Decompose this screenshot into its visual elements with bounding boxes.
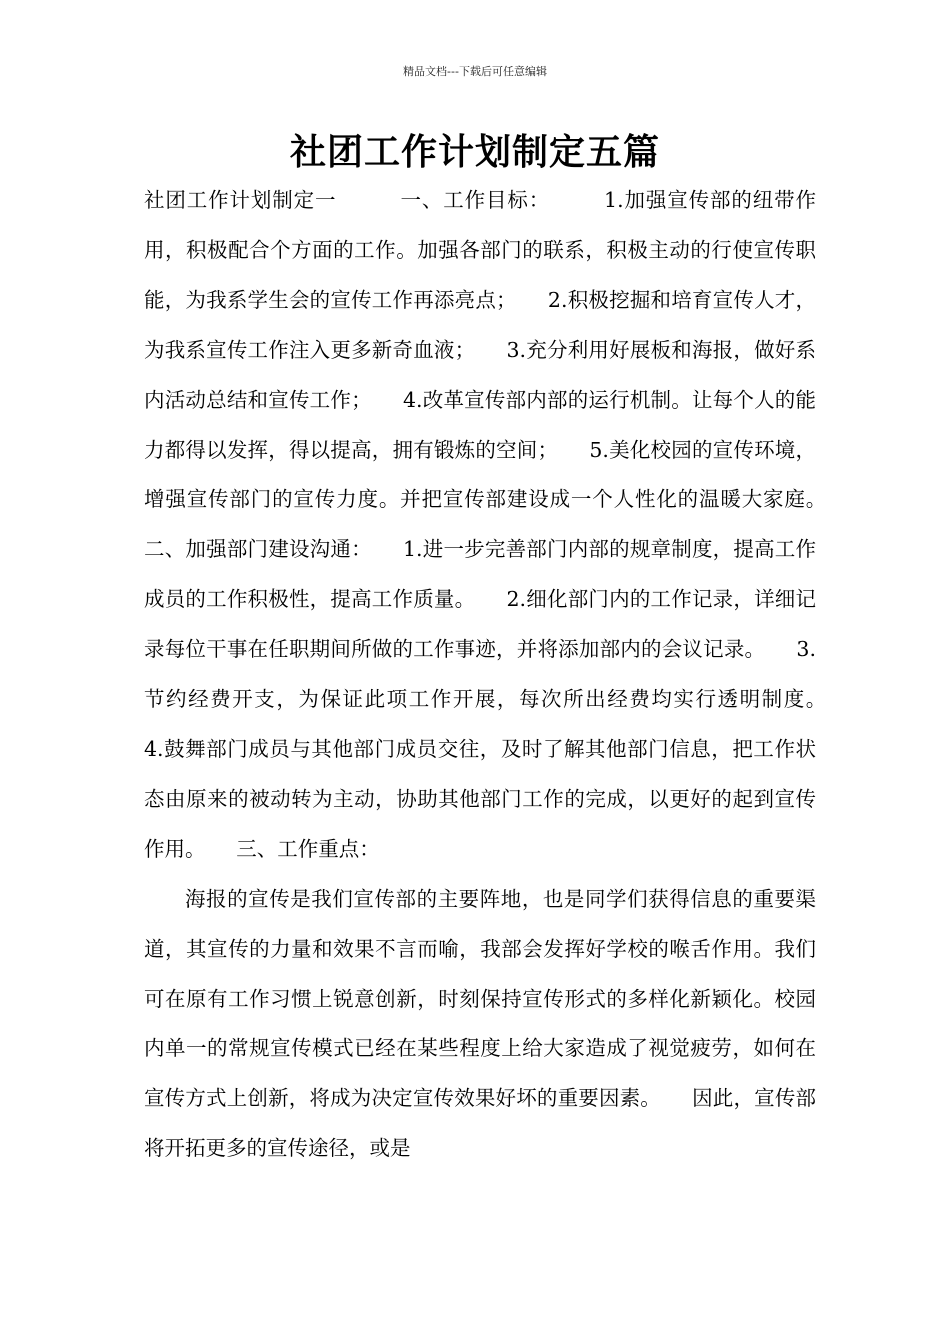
body-paragraph-2: 海报的宣传是我们宣传部的主要阵地，也是同学们获得信息的重要渠道，其宣传的力量和效果不言而喻，我部会发挥好学校的喉舌作用。我们可在原有工作习惯上锐意创新，时刻保持宣传形式的多样化新颖化。校园内单一的常规宣传模式已经在某些程度上给大家造成了视觉疲劳，如何在宣传方式上创新，将成为决定宣传效果好坏的重要因素。 因此，宣传部将开拓更多的宣传途径，或是 <box>144 886 816 1161</box>
body-paragraph-1: 社团工作计划制定一 一、工作目标： 1.加强宣传部的纽带作用，积极配合个方面的工作。加强各部门的联系，积极主动的行使宣传职能，为我系学生会的宣传工作再添亮点； 2.积极挖掘和培育宣传人才，为我系宣传工作注入更多新奇血液； 3.充分利用好展板和海报，做好系内活动总结和宣传工作； 4.改革宣传部内部的运行机制。让每个人的能力都得以发挥，得以提高，拥有锻炼的空间； 5.美化校园的宣传环境，增强宣传部门的宣传力度。并把宣传部建设成一个人性化的温暖大家庭。 二、加强部门建设沟通： 1.进一步完善部门内部的规章制度，提高工作成员的工作积极性，提高工作质量。 2.细化部门内的工作记录，详细记录每位干事在任职期间所做的工作事迹，并将添加部内的会议记录。 3.节约经费开支，为保证此项工作开展，每次所出经费均实行透明制度。 4.鼓舞部门成员与其他部门成员交往，及时了解其他部门信息，把工作状态由原来的被动转为主动，协助其他部门工作的完成，以更好的起到宣传作用。 三、工作重点： <box>144 188 857 861</box>
document-title: 社团工作计划制定五篇 <box>289 132 660 173</box>
document-body <box>144 176 857 1174</box>
header-note: 精品文档---下载后可任意编辑 <box>403 65 547 78</box>
